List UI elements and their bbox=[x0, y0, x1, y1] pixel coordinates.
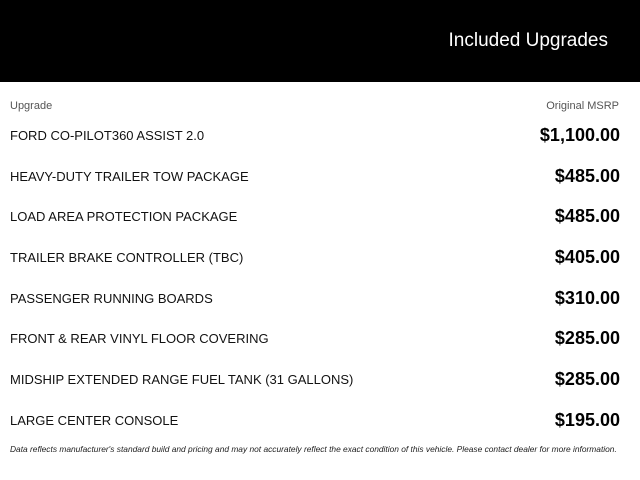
upgrade-price: $285.00 bbox=[554, 328, 620, 349]
upgrade-price: $405.00 bbox=[554, 247, 620, 268]
list-item bbox=[0, 115, 640, 156]
list-item bbox=[0, 156, 640, 197]
page-title: Included Upgrades bbox=[448, 30, 608, 51]
column-header-upgrade: Upgrade bbox=[10, 100, 53, 112]
list-item bbox=[0, 318, 640, 359]
upgrade-name: FRONT & REAR VINYL FLOOR COVERING bbox=[10, 331, 269, 347]
upgrade-price: $485.00 bbox=[554, 165, 620, 186]
upgrade-price: $195.00 bbox=[554, 409, 620, 430]
upgrade-name: MIDSHIP EXTENDED RANGE FUEL TANK (31 GALLONS) bbox=[10, 372, 354, 388]
upgrade-name: LARGE CENTER CONSOLE bbox=[10, 412, 179, 428]
upgrades-list bbox=[0, 115, 640, 441]
upgrade-name: PASSENGER RUNNING BOARDS bbox=[10, 290, 213, 306]
upgrade-name: FORD CO-PILOT360 ASSIST 2.0 bbox=[10, 128, 205, 143]
header-banner bbox=[0, 0, 640, 82]
list-item bbox=[0, 278, 640, 319]
disclaimer-text: Data reflects manufacturer's standard build and pricing and may not accurately reflect the exact condition of this vehicle. Please contact dealer for more information. bbox=[10, 444, 617, 454]
upgrade-price: $485.00 bbox=[554, 206, 620, 227]
upgrade-price: $1,100.00 bbox=[539, 125, 620, 145]
upgrade-price: $285.00 bbox=[554, 369, 620, 390]
list-item bbox=[0, 237, 640, 278]
upgrade-name: HEAVY-DUTY TRAILER TOW PACKAGE bbox=[10, 168, 249, 184]
list-item bbox=[0, 196, 640, 237]
column-header-msrp: Original MSRP bbox=[546, 100, 619, 112]
list-item bbox=[0, 359, 640, 400]
upgrade-name: TRAILER BRAKE CONTROLLER (TBC) bbox=[10, 250, 244, 266]
list-item bbox=[0, 400, 640, 441]
upgrade-price: $310.00 bbox=[554, 287, 620, 308]
upgrade-name: LOAD AREA PROTECTION PACKAGE bbox=[10, 209, 238, 225]
